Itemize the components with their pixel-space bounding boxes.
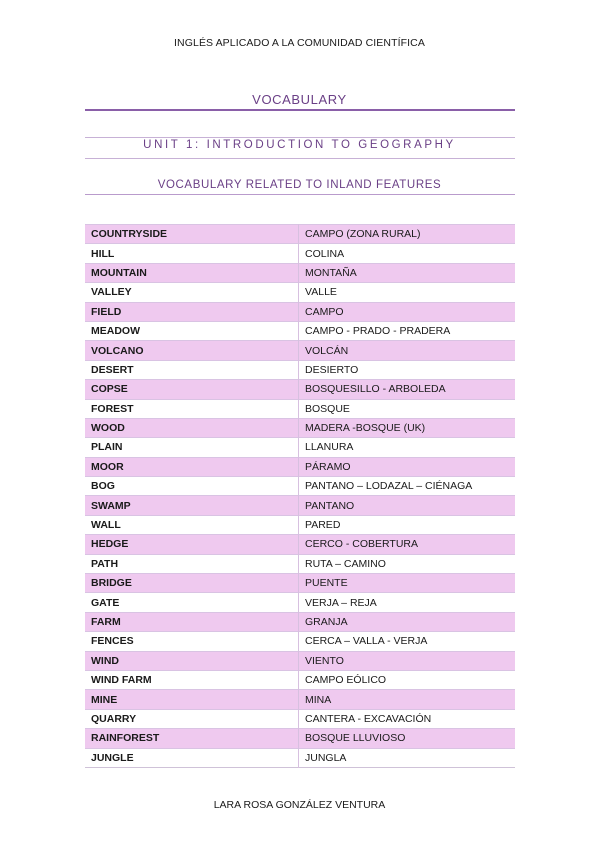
spanish-translation: VIENTO: [299, 651, 516, 670]
vocabulary-table: [85, 224, 515, 768]
vocabulary-row: [85, 670, 515, 689]
vocabulary-row: [85, 399, 515, 418]
spanish-translation: COLINA: [299, 244, 516, 263]
english-term: BRIDGE: [85, 574, 299, 593]
vocabulary-row: [85, 321, 515, 340]
vocabulary-row: [85, 438, 515, 457]
spanish-translation: PANTANO: [299, 496, 516, 515]
english-term: FIELD: [85, 302, 299, 321]
vocabulary-row: [85, 729, 515, 748]
vocabulary-row: [85, 632, 515, 651]
spanish-translation: VOLCÁN: [299, 341, 516, 360]
spanish-translation: VALLE: [299, 283, 516, 302]
english-term: GATE: [85, 593, 299, 612]
vocabulary-row: [85, 651, 515, 670]
spanish-translation: JUNGLA: [299, 748, 516, 767]
unit-title: UNIT 1: INTRODUCTION TO GEOGRAPHY: [143, 139, 456, 151]
vocabulary-row: [85, 593, 515, 612]
vocabulary-row: [85, 418, 515, 437]
vocabulary-row: [85, 690, 515, 709]
spanish-translation: DESIERTO: [299, 360, 516, 379]
english-term: MOOR: [85, 457, 299, 476]
vocabulary-row: [85, 244, 515, 263]
vocabulary-row: [85, 263, 515, 282]
english-term: JUNGLE: [85, 748, 299, 767]
english-term: COPSE: [85, 380, 299, 399]
english-term: MOUNTAIN: [85, 263, 299, 282]
title-underline: [85, 109, 515, 111]
english-term: WOOD: [85, 418, 299, 437]
vocabulary-row: [85, 612, 515, 631]
vocabulary-row: [85, 554, 515, 573]
spanish-translation: MADERA -BOSQUE (UK): [299, 418, 516, 437]
vocabulary-table-body: [85, 225, 515, 768]
spanish-translation: LLANURA: [299, 438, 516, 457]
vocabulary-row: [85, 496, 515, 515]
english-term: DESERT: [85, 360, 299, 379]
spanish-translation: CERCO - COBERTURA: [299, 535, 516, 554]
vocabulary-row: [85, 302, 515, 321]
unit-rule-bottom: [85, 158, 515, 159]
english-term: SWAMP: [85, 496, 299, 515]
page-title: VOCABULARY: [252, 92, 347, 107]
spanish-translation: CAMPO: [299, 302, 516, 321]
vocabulary-row: [85, 477, 515, 496]
english-term: PLAIN: [85, 438, 299, 457]
spanish-translation: RUTA – CAMINO: [299, 554, 516, 573]
vocabulary-row: [85, 283, 515, 302]
english-term: MEADOW: [85, 321, 299, 340]
spanish-translation: MONTAÑA: [299, 263, 516, 282]
english-term: MINE: [85, 690, 299, 709]
spanish-translation: CAMPO - PRADO - PRADERA: [299, 321, 516, 340]
english-term: VOLCANO: [85, 341, 299, 360]
vocabulary-row: [85, 225, 515, 244]
vocabulary-row: [85, 341, 515, 360]
english-term: HILL: [85, 244, 299, 263]
spanish-translation: BOSQUESILLO - ARBOLEDA: [299, 380, 516, 399]
english-term: VALLEY: [85, 283, 299, 302]
page-header: INGLÉS APLICADO A LA COMUNIDAD CIENTÍFICA: [174, 37, 425, 49]
vocabulary-row: [85, 535, 515, 554]
vocabulary-row: [85, 360, 515, 379]
english-term: WIND FARM: [85, 670, 299, 689]
english-term: FOREST: [85, 399, 299, 418]
english-term: RAINFOREST: [85, 729, 299, 748]
spanish-translation: PANTANO – LODAZAL – CIÉNAGA: [299, 477, 516, 496]
vocabulary-row: [85, 574, 515, 593]
section-title: VOCABULARY RELATED TO INLAND FEATURES: [157, 179, 442, 191]
english-term: WALL: [85, 515, 299, 534]
page-footer: LARA ROSA GONZÁLEZ VENTURA: [213, 799, 386, 811]
english-term: FENCES: [85, 632, 299, 651]
spanish-translation: BOSQUE: [299, 399, 516, 418]
english-term: PATH: [85, 554, 299, 573]
vocabulary-row: [85, 748, 515, 767]
english-term: BOG: [85, 477, 299, 496]
spanish-translation: PARED: [299, 515, 516, 534]
vocabulary-row: [85, 457, 515, 476]
vocabulary-row: [85, 515, 515, 534]
english-term: HEDGE: [85, 535, 299, 554]
unit-rule-top: [85, 137, 515, 138]
spanish-translation: BOSQUE LLUVIOSO: [299, 729, 516, 748]
spanish-translation: CANTERA - EXCAVACIÓN: [299, 709, 516, 728]
spanish-translation: MINA: [299, 690, 516, 709]
english-term: WIND: [85, 651, 299, 670]
spanish-translation: CERCA – VALLA - VERJA: [299, 632, 516, 651]
vocabulary-row: [85, 380, 515, 399]
section-rule: [85, 194, 515, 195]
spanish-translation: PUENTE: [299, 574, 516, 593]
spanish-translation: GRANJA: [299, 612, 516, 631]
vocabulary-row: [85, 709, 515, 728]
spanish-translation: PÁRAMO: [299, 457, 516, 476]
spanish-translation: CAMPO (ZONA RURAL): [299, 225, 516, 244]
english-term: QUARRY: [85, 709, 299, 728]
spanish-translation: CAMPO EÓLICO: [299, 670, 516, 689]
spanish-translation: VERJA – REJA: [299, 593, 516, 612]
english-term: COUNTRYSIDE: [85, 225, 299, 244]
english-term: FARM: [85, 612, 299, 631]
